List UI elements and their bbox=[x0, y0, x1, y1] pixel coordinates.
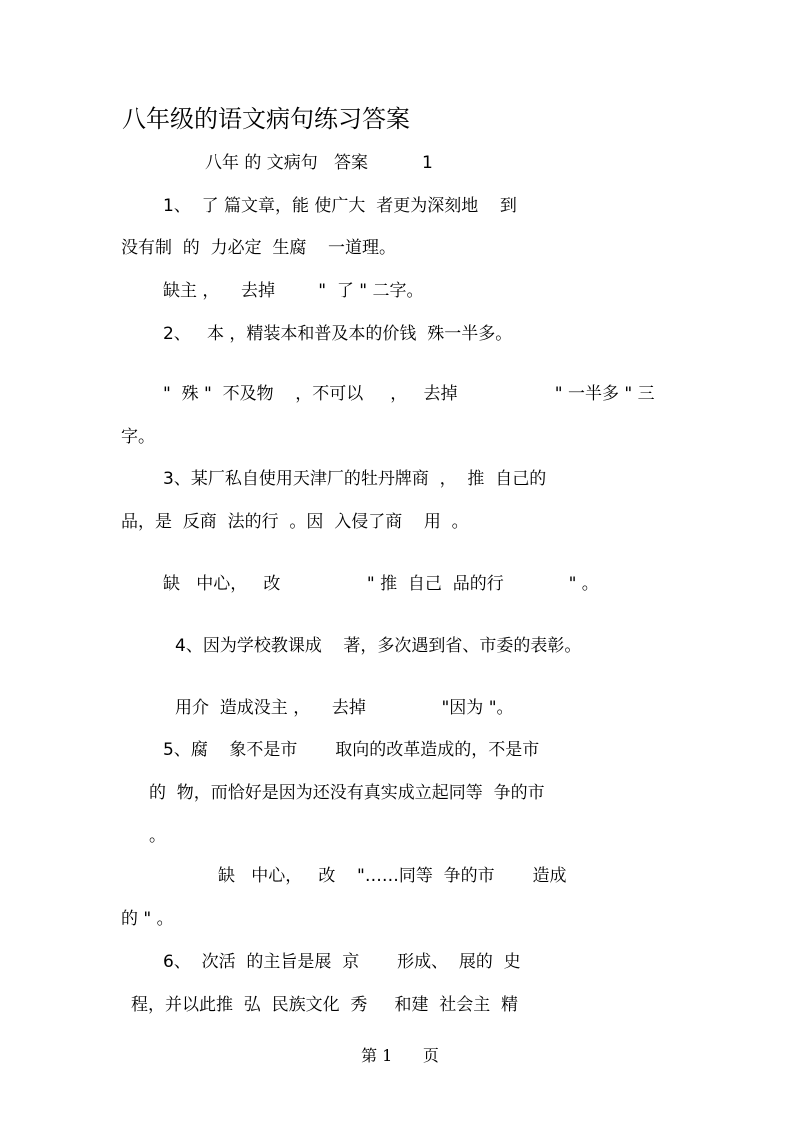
answer-line-7: 3、某厂私自使用天津厂的牡丹牌商 ， 推 自己的 bbox=[163, 469, 547, 489]
answer-line-11: 用介 造成没主 ， 去掉 "因为 "。 bbox=[175, 698, 514, 718]
answer-line-14: 。 bbox=[149, 826, 166, 846]
answer-line-8: 品，是 反商 法的行 。因 入侵了商 用 。 bbox=[121, 512, 469, 532]
answer-subtitle: 八年 的 文病句 答案 1 bbox=[205, 153, 433, 173]
answer-line-9: 缺 中心， 改 " 推 自己 品的行 " 。 bbox=[163, 574, 599, 594]
answer-line-2: 没有制 的 力必定 生腐 一道理。 bbox=[121, 238, 397, 258]
answer-line-6: 字。 bbox=[121, 427, 155, 447]
answer-line-10: 4、因为学校教课成 著，多次遇到省、市委的表彰。 bbox=[175, 636, 582, 656]
answer-line-15: 缺 中心， 改 "……同等 争的市 造成 bbox=[218, 866, 567, 886]
answer-line-18: 程，并以此推 弘 民族文化 秀 和建 社会主 精 bbox=[131, 995, 519, 1015]
answer-line-1: 1、 了 篇文章，能 使广大 者更为深刻地 到 bbox=[163, 196, 517, 216]
answer-line-17: 6、 次活 的主旨是展 京 形成、 展的 史 bbox=[163, 952, 521, 972]
answer-line-3: 缺主 ， 去掉 " 了 " 二字。 bbox=[163, 281, 424, 301]
answer-line-12: 5、腐 象不是市 取向的改革造成的，不是市 bbox=[163, 740, 540, 760]
document-title: 八年级的语文病句练习答案 bbox=[122, 105, 410, 133]
answer-line-5: " 殊 " 不及物 ，不可以 ， 去掉 " 一半多 " 三 bbox=[163, 384, 655, 404]
answer-line-16: 的 " 。 bbox=[121, 909, 174, 929]
answer-line-4: 2、 本 ，精装本和普及本的价钱 殊一半多。 bbox=[163, 324, 513, 344]
page-number-footer: 第 1 页 bbox=[361, 1046, 439, 1065]
answer-line-13: 的 物，而恰好是因为还没有真实成立起同等 争的市 bbox=[149, 783, 545, 803]
